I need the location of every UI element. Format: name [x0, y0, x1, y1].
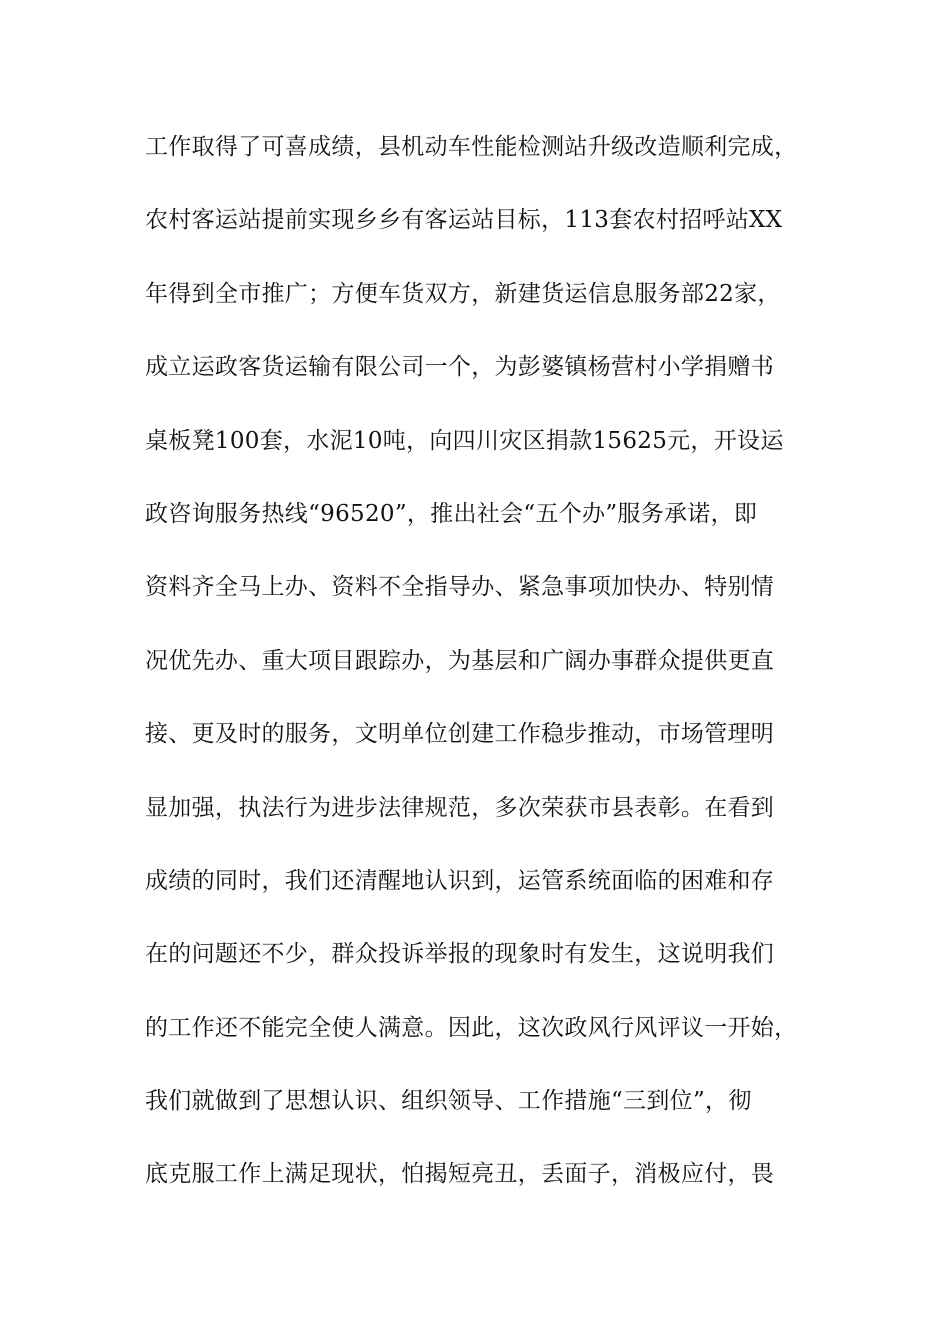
text-line: 在的问题还不少，群众投诉举报的现象时有发生，这说明我们 [145, 941, 775, 968]
text-line: 桌板凳100套，水泥10吨，向四川灾区捐款15625元，开设运 [145, 427, 784, 454]
text-line: 况优先办、重大项目跟踪办，为基层和广阔办事群众提供更直 [145, 647, 775, 674]
text-line: 农村客运站提前实现乡乡有客运站目标，113套农村招呼站XX [145, 207, 783, 234]
text-line: 工作取得了可喜成绩，县机动车性能检测站升级改造顺利完成， [145, 134, 798, 160]
text-line: 我们就做到了思想认识、组织领导、工作措施“三到位”，彻 [145, 1088, 752, 1115]
text-line: 的工作还不能完全使人满意。因此，这次政风行风评议一开始， [145, 1014, 798, 1041]
text-line: 年得到全市推广；方便车货双方，新建货运信息服务部22家， [145, 280, 781, 307]
text-line: 显加强，执法行为进步法律规范，多次荣获市县表彰。在看到 [145, 794, 775, 821]
text-line: 成立运政客货运输有限公司一个，为彭婆镇杨营村小学捐赠书 [145, 354, 775, 381]
text-line: 政咨询服务热线“96520”，推出社会“五个办”服务承诺，即 [145, 500, 758, 527]
text-line: 成绩的同时，我们还清醒地认识到，运管系统面临的困难和存 [145, 867, 775, 894]
document-body [145, 127, 835, 1228]
text-line: 接、更及时的服务，文明单位创建工作稳步推动，市场管理明 [145, 721, 775, 748]
text-line: 资料齐全马上办、资料不全指导办、紧急事项加快办、特别情 [145, 574, 775, 601]
text-line: 底克服工作上满足现状，怕揭短亮丑，丢面子，消极应付，畏 [145, 1161, 775, 1188]
